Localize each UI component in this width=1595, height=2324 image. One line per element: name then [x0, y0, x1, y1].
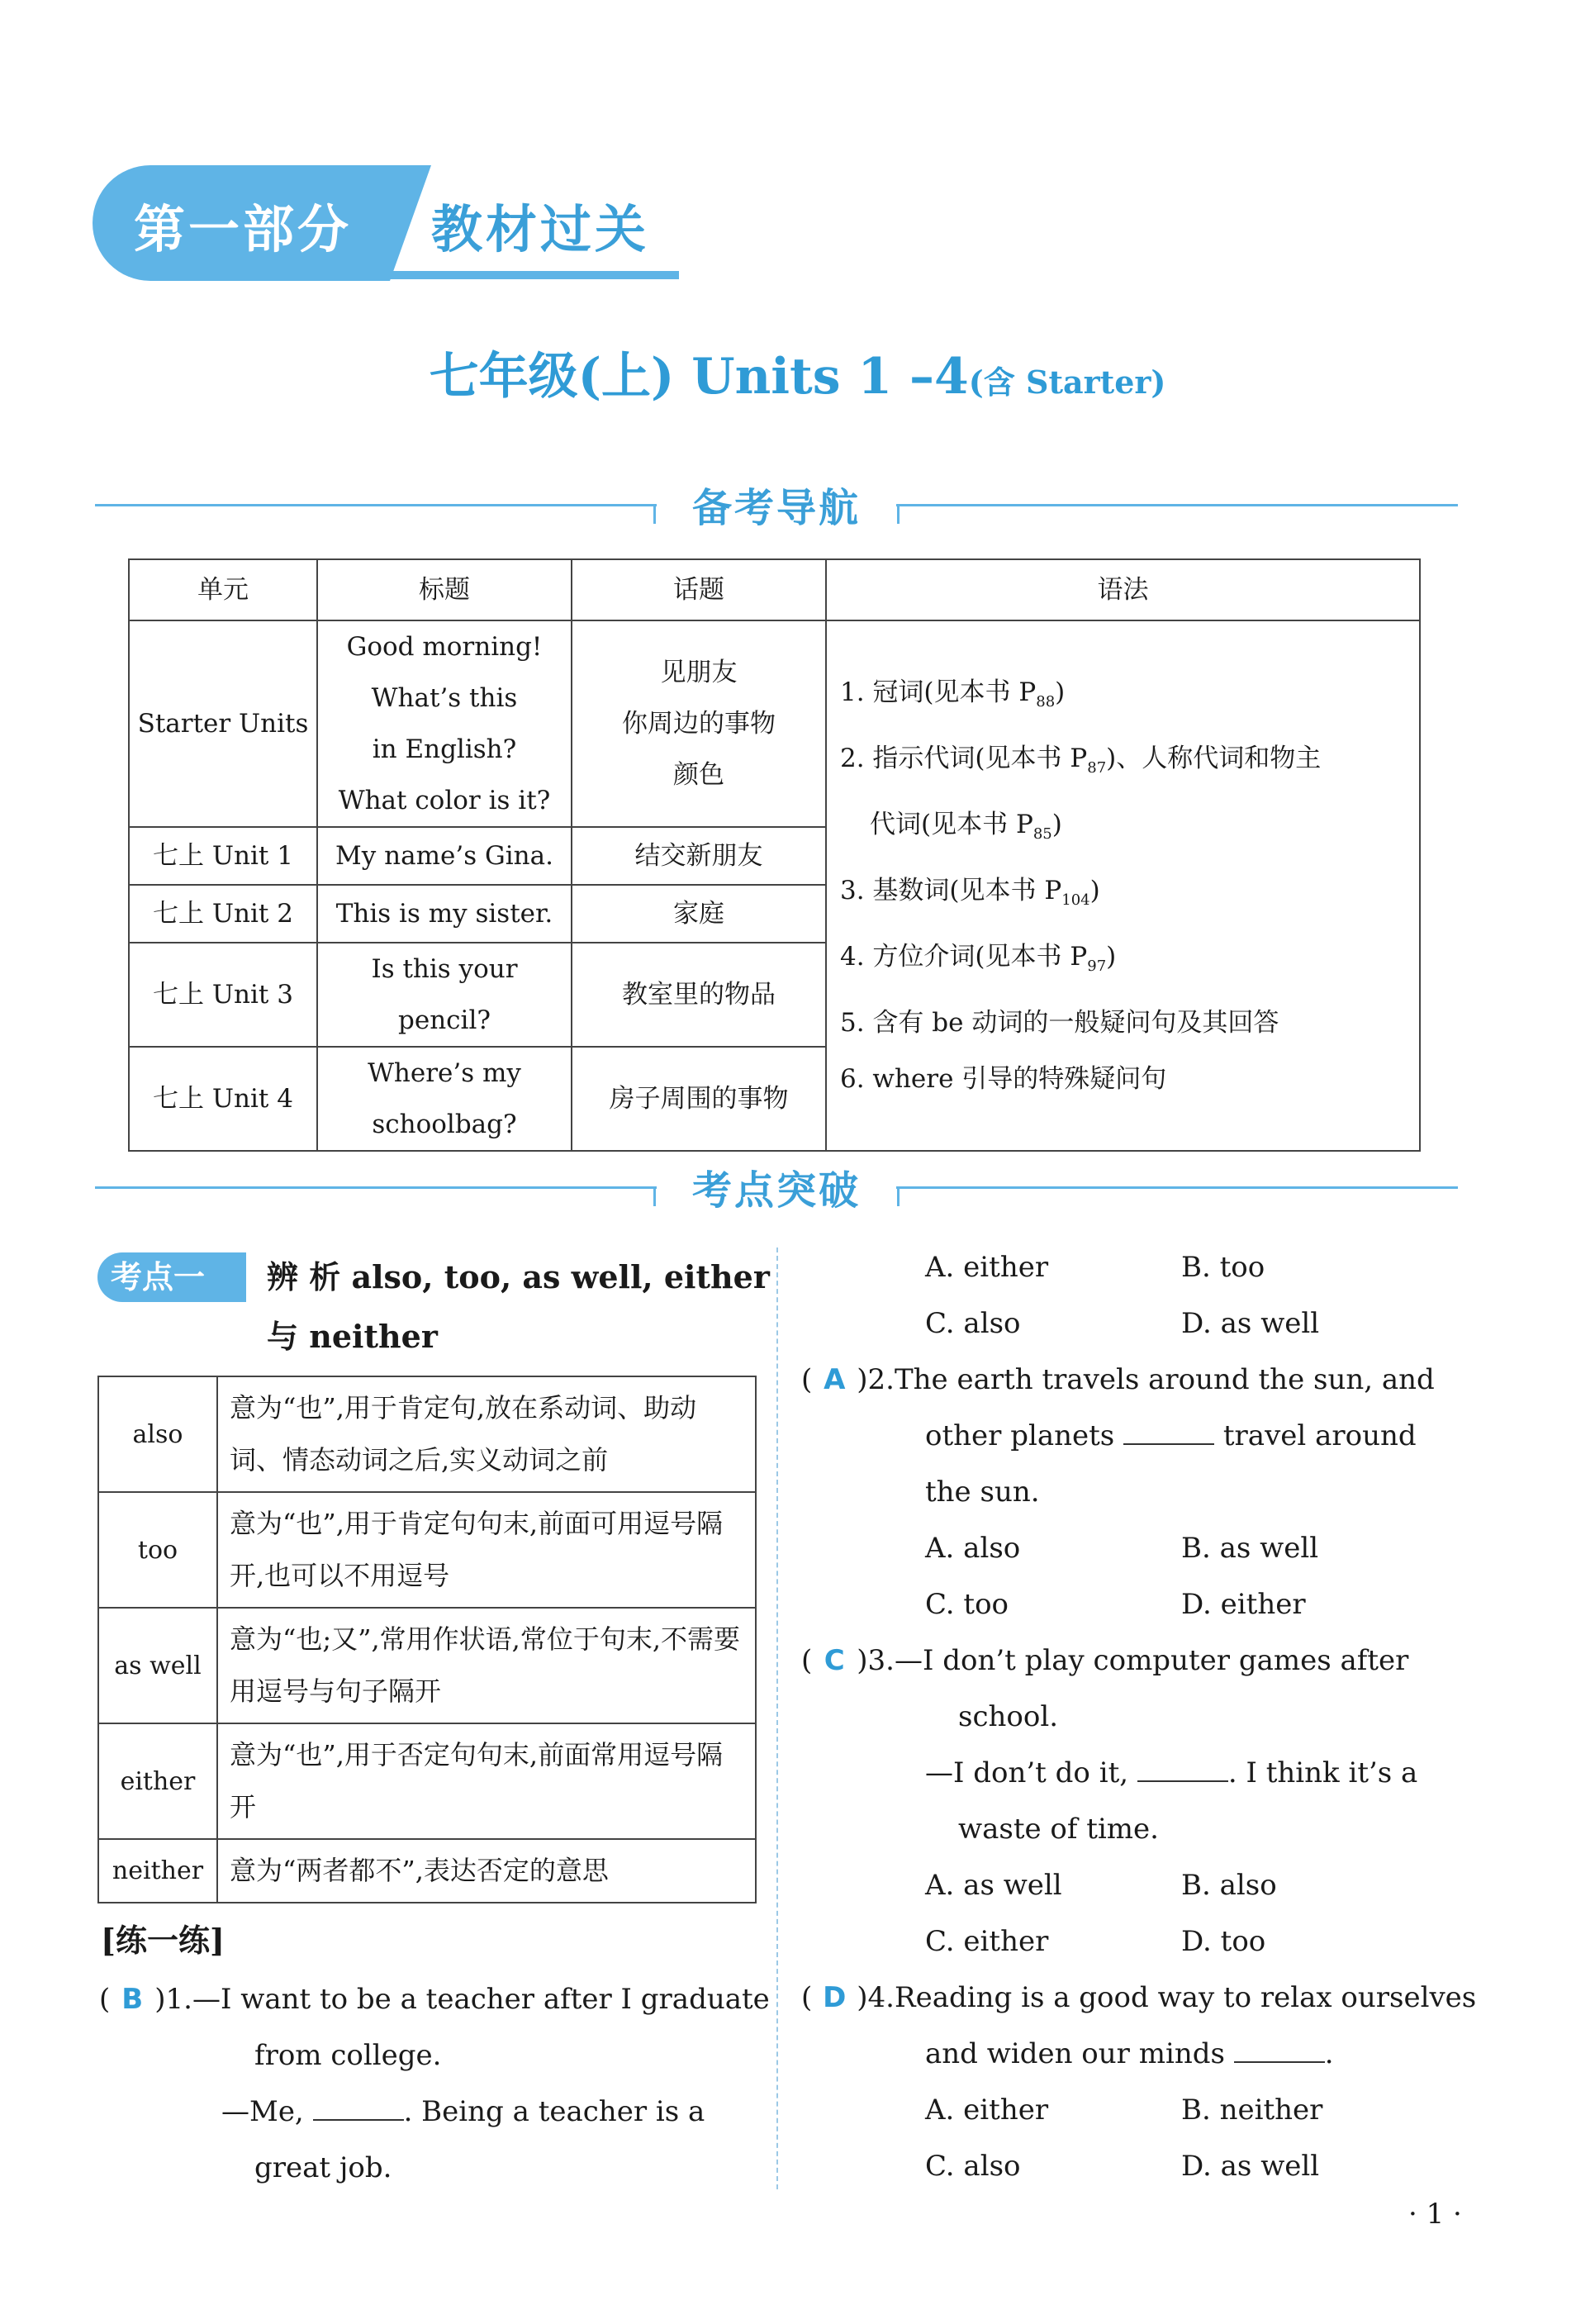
header-title: 标题 — [317, 559, 572, 620]
word-cell: also — [98, 1376, 217, 1492]
option[interactable]: D. either — [1181, 1588, 1306, 1621]
topic-cell: 结交新朋友 — [572, 827, 826, 885]
question-text: —I don’t play computer games after — [894, 1644, 1409, 1677]
question-number: 2. — [867, 1363, 895, 1396]
desc-cell: 意为“也”,用于肯定句,放在系动词、助动词、情态动词之后,实义动词之前 — [217, 1376, 756, 1492]
question-text: waste of time. — [958, 1813, 1159, 1846]
unit-cell: 七上 Unit 4 — [129, 1047, 317, 1151]
grammar-item: 1. 冠词(见本书 $P_{88}$) — [840, 677, 1066, 711]
title-cell — [317, 1047, 572, 1151]
table-row — [98, 1376, 756, 1492]
answer-blank[interactable] — [1137, 1756, 1228, 1782]
question-number: 4. — [867, 1981, 895, 2014]
question-text: school. — [958, 1700, 1059, 1733]
heading-rule-right — [896, 1186, 1458, 1189]
option[interactable]: A. also — [925, 1532, 1021, 1565]
title-suffix: (含 Starter) — [968, 364, 1166, 401]
title-cell: My name’s Gina. — [317, 827, 572, 885]
grammar-cell — [826, 620, 1420, 1151]
answer: A — [824, 1363, 846, 1396]
option[interactable]: A. as well — [925, 1869, 1062, 1902]
title-line: in English? — [372, 734, 517, 764]
section-heading-navigation — [95, 476, 1458, 534]
option[interactable]: C. too — [925, 1588, 1009, 1621]
part-banner — [93, 165, 679, 281]
question-4-options — [925, 2082, 1437, 2194]
option[interactable]: B. as well — [1181, 1532, 1319, 1565]
grammar-item: 4. 方位介词(见本书 $P_{97}$) — [840, 942, 1117, 976]
grammar-item: 6. where 引导的特殊疑问句 — [840, 1064, 1167, 1095]
kaodian-tag: 考点一 — [97, 1252, 246, 1302]
topic-line: 颜色 — [673, 760, 724, 790]
topic-cell: 家庭 — [572, 885, 826, 943]
grammar-item: 2. 指示代词(见本书 $P_{87}$)、人称代词和物主 — [840, 743, 1322, 777]
option[interactable]: C. also — [925, 1307, 1021, 1340]
option[interactable]: D. as well — [1181, 2150, 1320, 2183]
grammar-item: 代词(见本书 $P_{85}$) — [870, 809, 1062, 844]
banner-underline — [390, 271, 679, 279]
desc-cell: 意为“也”,用于否定句句末,前面常用逗号隔开 — [217, 1723, 756, 1839]
question-text: from college. — [254, 2039, 442, 2072]
answer: D — [823, 1981, 847, 2014]
question-text: The earth travels around the sun, and — [894, 1363, 1435, 1396]
option[interactable]: D. as well — [1181, 1307, 1320, 1340]
table-header-row — [129, 559, 1420, 620]
option[interactable]: B. too — [1181, 1251, 1265, 1284]
section-heading-points — [95, 1158, 1458, 1216]
title-cell: This is my sister. — [317, 885, 572, 943]
answer: B — [121, 1983, 144, 2016]
word-cell: either — [98, 1723, 217, 1839]
title-line: schoolbag? — [372, 1110, 517, 1139]
grammar-item: 5. 含有 be 动词的一般疑问句及其回答 — [840, 1008, 1279, 1038]
banner-subtitle: 教材过关 — [431, 199, 650, 259]
option[interactable]: A. either — [925, 2094, 1049, 2127]
table-row — [98, 1839, 756, 1903]
word-cell: as well — [98, 1608, 217, 1723]
header-unit: 单元 — [129, 559, 317, 620]
option[interactable]: D. too — [1181, 1925, 1266, 1958]
unit-cell: 七上 Unit 3 — [129, 943, 317, 1047]
table-row — [98, 1492, 756, 1608]
title-main: 七年级(上) Units 1 –4 — [429, 348, 969, 406]
grammar-item: 3. 基数词(见本书 $P_{104}$) — [840, 876, 1100, 910]
heading-rule-cap-right — [897, 504, 900, 524]
question-text: —Me, — [221, 2095, 304, 2128]
question-3: ( C )3.—I don’t play computer games after school. —I don’t do it, . I think it’s a waste of time. — [801, 1633, 1462, 1857]
header-grammar: 语法 — [826, 559, 1420, 620]
column-divider — [776, 1248, 778, 2189]
overview-table — [128, 558, 1421, 1152]
question-1: ( B )1.—I want to be a teacher after I graduate from college. —Me, . Being a teacher is a great job. — [99, 1971, 760, 2196]
question-text: travel around — [1222, 1419, 1417, 1452]
question-text: and widen our minds — [925, 2037, 1225, 2070]
topic-cell: 教室里的物品 — [572, 943, 826, 1047]
question-text: Reading is a good way to relax ourselves — [894, 1981, 1477, 2014]
table-row — [129, 620, 1420, 827]
banner-part-label: 第一部分 — [134, 199, 353, 259]
question-3-options — [925, 1857, 1437, 1970]
option[interactable]: C. either — [925, 1925, 1049, 1958]
question-1-options — [925, 1239, 1437, 1352]
answer-blank[interactable] — [1234, 2036, 1325, 2063]
kaodian-title-line: 辨 析 also, too, as well, either — [267, 1258, 770, 1295]
question-2: ( A )2.The earth travels around the sun, and other planets travel around the sun. — [801, 1352, 1462, 1520]
word-cell: too — [98, 1492, 217, 1608]
question-number: 3. — [867, 1644, 895, 1677]
title-line: Good morning! — [346, 632, 543, 662]
unit-cell: 七上 Unit 1 — [129, 827, 317, 885]
title-line: What’s this — [371, 683, 518, 713]
option[interactable]: B. neither — [1181, 2094, 1323, 2127]
section-title: 备考导航 — [691, 485, 861, 531]
table-row — [98, 1608, 756, 1723]
question-text: the sun. — [925, 1476, 1040, 1509]
option[interactable]: C. also — [925, 2150, 1021, 2183]
kaodian-title-line: 与 neither — [267, 1318, 438, 1355]
option[interactable]: A. either — [925, 1251, 1049, 1284]
question-2-options — [925, 1520, 1437, 1633]
question-text: —I want to be a teacher after I graduate — [192, 1983, 770, 2016]
question-text: great job. — [254, 2151, 392, 2184]
answer-blank[interactable] — [313, 2094, 404, 2121]
question-text: . — [1324, 2037, 1334, 2070]
section-title: 考点突破 — [691, 1167, 861, 1214]
question-text: —I don’t do it, — [925, 1756, 1129, 1789]
header-topic: 话题 — [572, 559, 826, 620]
answer: C — [824, 1644, 845, 1677]
title-cell — [317, 620, 572, 827]
topic-line: 你周边的事物 — [622, 709, 776, 739]
question-text: . I think it’s a — [1227, 1756, 1418, 1789]
question-text: . Being a teacher is a — [403, 2095, 705, 2128]
unit-cell: 七上 Unit 2 — [129, 885, 317, 943]
page-number: · 1 · — [1408, 2198, 1462, 2231]
topic-cell: 房子周围的事物 — [572, 1047, 826, 1151]
answer-blank[interactable] — [1123, 1419, 1214, 1445]
title-line: What color is it? — [338, 786, 551, 815]
unit-cell: Starter Units — [129, 620, 317, 827]
title-cell: Is this your pencil? — [317, 943, 572, 1047]
heading-rule-right — [896, 504, 1458, 506]
question-number: 1. — [165, 1983, 192, 2016]
option[interactable]: B. also — [1181, 1869, 1277, 1902]
title-line: Where’s my — [368, 1058, 521, 1088]
question-4: ( D )4.Reading is a good way to relax ourselves and widen our minds . — [801, 1970, 1462, 2082]
desc-cell: 意为“两者都不”,表达否定的意思 — [217, 1839, 756, 1903]
heading-rule-cap-right — [897, 1186, 900, 1206]
practice-heading: [练一练] — [101, 1922, 225, 1959]
kaodian-title — [267, 1248, 862, 1366]
desc-cell: 意为“也”,用于肯定句句末,前面可用逗号隔开,也可以不用逗号 — [217, 1492, 756, 1608]
desc-cell: 意为“也;又”,常用作状语,常位于句末,不需要用逗号与句子隔开 — [217, 1608, 756, 1723]
page-title — [0, 337, 1595, 408]
question-text: other planets — [925, 1419, 1115, 1452]
topic-cell — [572, 620, 826, 827]
word-cell: neither — [98, 1839, 217, 1903]
definition-table — [97, 1376, 757, 1903]
topic-line: 见朋友 — [660, 658, 738, 687]
table-row — [98, 1723, 756, 1839]
